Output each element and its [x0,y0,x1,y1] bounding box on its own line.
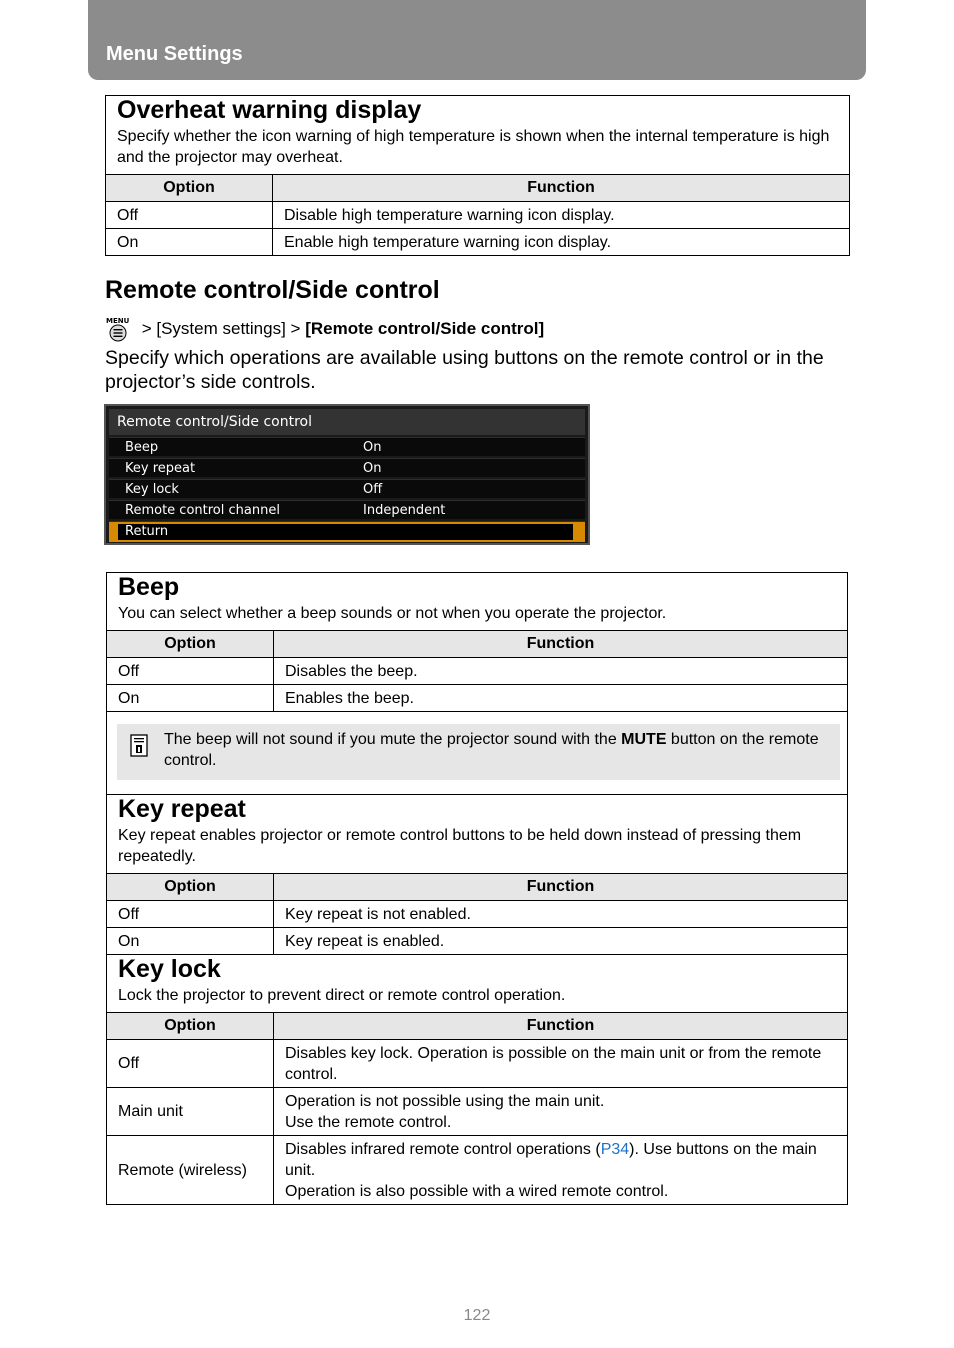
col-function: Function [274,874,848,901]
page-number: 122 [463,1307,491,1324]
key-repeat-table [107,873,847,955]
menu-icon [105,316,131,342]
function-text: Disables infrared remote control operations ( [285,1140,601,1158]
function-cell: Enables the beep. [274,685,848,712]
osd-label: Beep [125,440,159,455]
overheat-box [105,95,850,256]
osd-label: Key repeat [125,461,196,476]
overheat-table [106,174,849,255]
osd-row-remote-channel [109,500,585,519]
osd-value: Off [363,482,383,497]
function-cell: Key repeat is not enabled. [274,901,848,928]
table-row [107,1040,847,1088]
breadcrumb-current: [Remote control/Side control] [305,319,545,338]
note-mute: MUTE [621,731,667,748]
section-desc: Specify which operations are available using buttons on the remote control or in the projector’s side controls. [105,347,824,393]
section-title: Remote control/Side control [105,276,440,304]
osd-label: Remote control channel [125,503,280,518]
table-row [107,1088,847,1136]
table-row [106,229,849,256]
note-text: The beep will not sound if you mute the projector sound with the [164,731,622,748]
col-option: Option [107,874,274,901]
option-cell: Off [107,1040,274,1088]
table-row [107,901,847,928]
osd-row-key-lock [109,479,585,498]
option-cell: On [107,928,274,955]
function-cell: Key repeat is enabled. [274,928,848,955]
beep-title: Beep [118,573,180,601]
header-title: Menu Settings [106,43,243,65]
osd-menu-screenshot [104,404,590,545]
option-cell: Main unit [107,1088,274,1136]
osd-value: Independent [363,503,446,518]
note-icon [129,733,151,759]
key-lock-title: Key lock [118,955,221,983]
col-function: Function [273,175,850,202]
beep-desc: You can select whether a beep sounds or not when you operate the projector. [118,605,667,622]
option-cell: Off [106,202,273,229]
option-cell: On [107,685,274,712]
table-row [107,658,847,685]
key-repeat-desc: Key repeat enables projector or remote control buttons to be held down instead of pressing them repeatedly. [118,827,802,865]
osd-row-key-repeat [109,458,585,477]
osd-row-beep [109,437,585,456]
overheat-desc: Specify whether the icon warning of high temperature is shown when the internal temperature is high and the projector may overheat. [117,128,830,166]
function-cell [274,1136,848,1205]
function-line: Operation is not possible using the main unit. [285,1092,605,1110]
function-cell: Enable high temperature warning icon display. [284,233,612,251]
note-text-end: button on the remote control. [164,731,819,769]
option-cell: Off [107,658,274,685]
col-function: Function [274,1013,848,1040]
key-lock-desc: Lock the projector to prevent direct or remote control operation. [118,987,566,1004]
col-option: Option [107,1013,274,1040]
page-link-p34[interactable]: P34 [600,1140,630,1158]
table-row [107,685,847,712]
function-line: Operation is also possible with a wired remote control. [285,1182,669,1200]
key-lock-table [107,1012,847,1204]
function-text: ). Use buttons on the main unit. [285,1140,817,1179]
osd-title: Remote control/Side control [109,409,585,435]
function-cell: Disable high temperature warning icon display. [273,202,850,229]
osd-value: On [363,440,382,455]
function-line: Use the remote control. [285,1113,452,1131]
beep-note [117,724,840,780]
beep-table [107,630,847,712]
option-cell: Remote (wireless) [107,1136,274,1205]
table-row [107,928,847,955]
option-cell: Off [107,901,274,928]
overheat-title: Overheat warning display [117,96,422,124]
col-function: Function [274,631,848,658]
osd-label: Key lock [125,482,179,497]
col-option: Option [106,175,273,202]
function-cell [274,1088,848,1136]
col-option: Option [107,631,274,658]
breadcrumb [105,316,544,342]
table-row [107,1136,847,1205]
breadcrumb-path: > [System settings] > [137,319,306,338]
option-cell: On [106,229,273,256]
table-row [106,202,849,229]
osd-value: On [363,461,382,476]
settings-box [106,572,848,1205]
menu-icon-label: MENU [106,317,130,325]
key-repeat-title: Key repeat [118,795,246,823]
header-bar [88,0,866,80]
function-cell: Disables the beep. [274,658,848,685]
osd-return-label: Return [125,524,169,539]
function-cell: Disables key lock. Operation is possible on the main unit or from the remote control. [274,1040,848,1088]
osd-row-return [109,521,585,542]
